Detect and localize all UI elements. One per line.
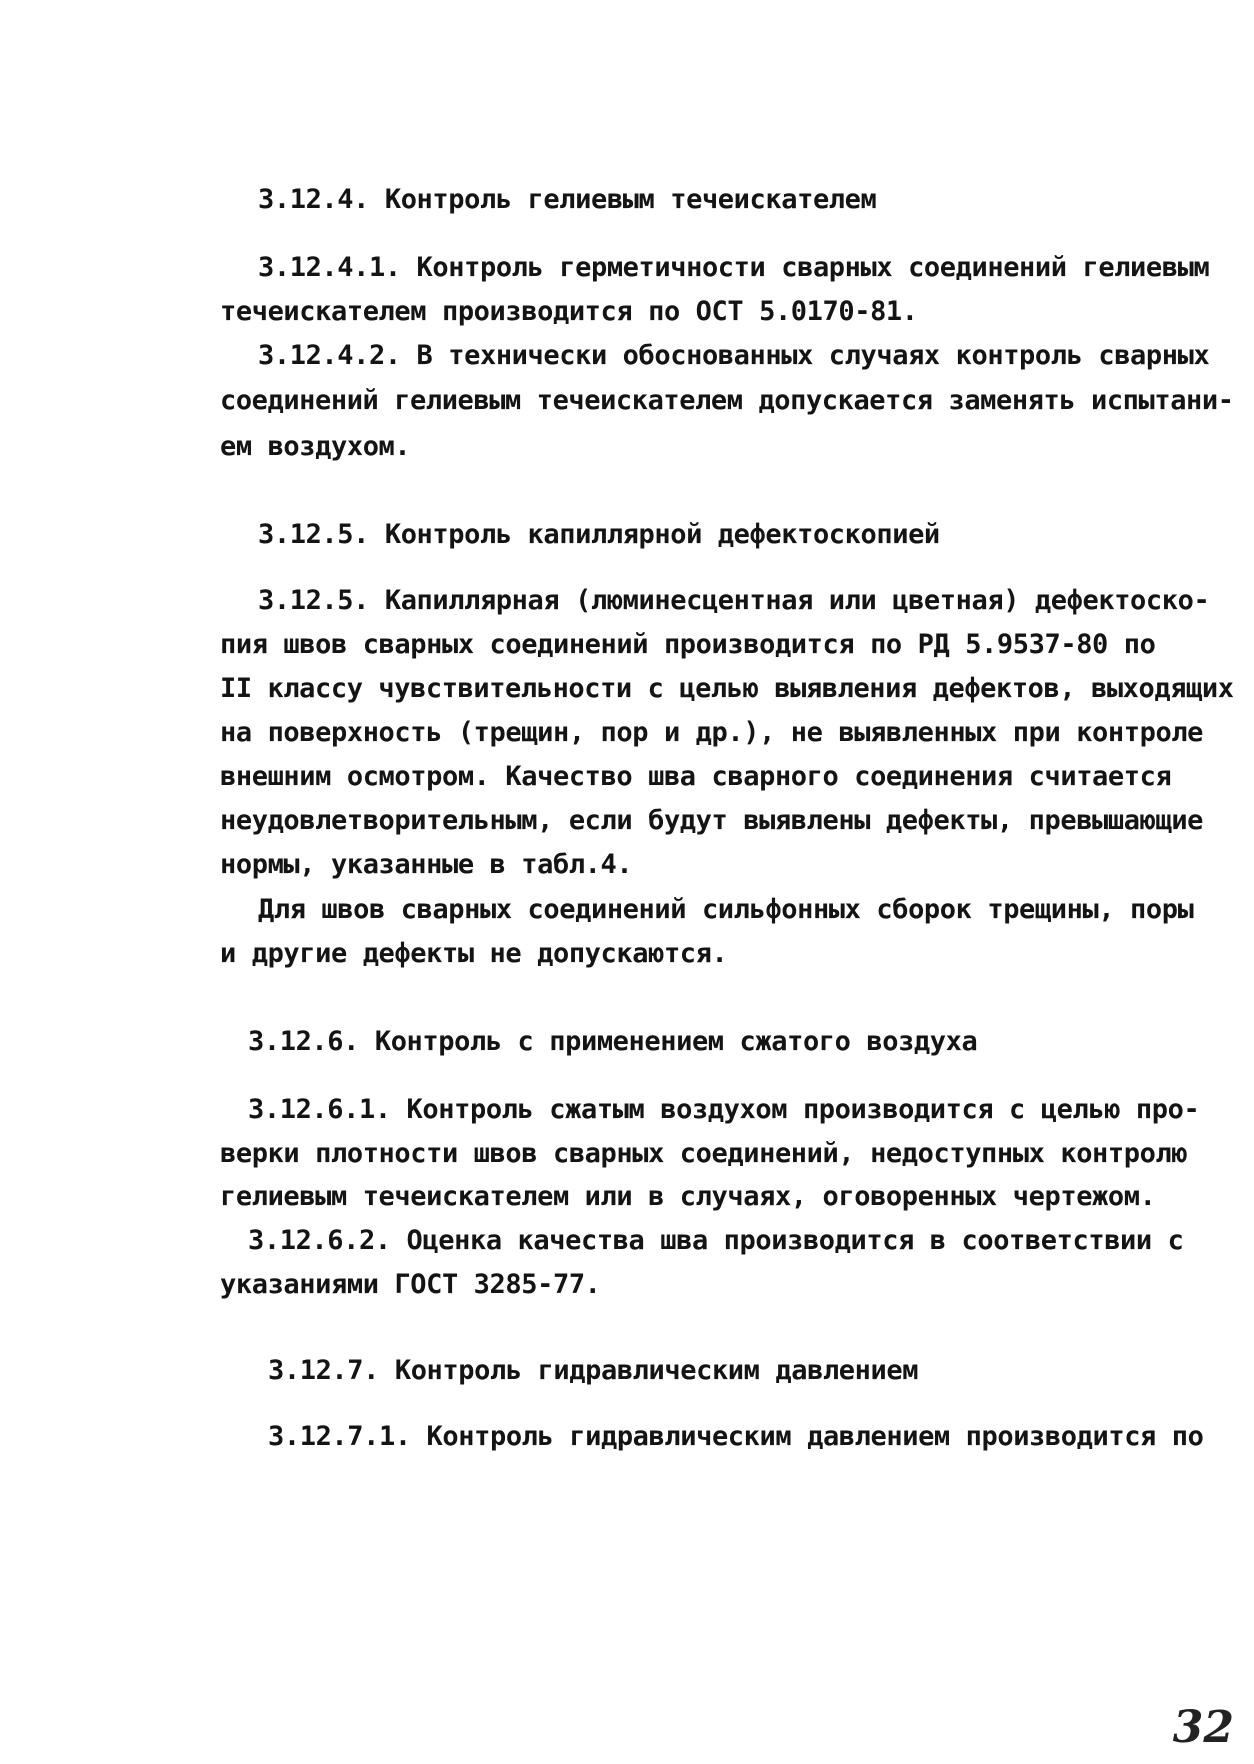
paragraph-line: 3.12.6.2. Оценка качества шва производится в соответствии с — [248, 1225, 1184, 1256]
paragraph-line: на поверхность (трещин, пор и др.), не выявленных при контроле — [220, 717, 1204, 748]
paragraph-line: гелиевым течеискателем или в случаях, оговоренных чертежом. — [220, 1181, 1156, 1212]
paragraph-line: и другие дефекты не допускаются. — [220, 938, 728, 969]
paragraph-line: верки плотности швов сварных соединений, недоступных контролю — [220, 1138, 1188, 1169]
paragraph-line: 3.12.4.2. В технически обоснованных случаях контроль сварных — [258, 340, 1210, 371]
paragraph-line: соединений гелиевым течеискателем допускается заменять испытани- — [220, 385, 1234, 416]
section-heading-3-12-5: 3.12.5. Контроль капиллярной дефектоскопией — [258, 519, 940, 550]
page-number: 32 — [1172, 1702, 1234, 1753]
paragraph-line: ем воздухом. — [220, 431, 411, 462]
paragraph-line: течеискателем производится по ОСТ 5.0170-81. — [220, 296, 918, 327]
paragraph-line: II классу чувствительности с целью выявления дефектов, выходящих — [220, 673, 1234, 704]
paragraph-line: 3.12.6.1. Контроль сжатым воздухом производится с целью про- — [248, 1094, 1200, 1125]
section-heading-3-12-7: 3.12.7. Контроль гидравлическим давлением — [268, 1355, 919, 1386]
section-heading-3-12-6: 3.12.6. Контроль с применением сжатого воздуха — [248, 1026, 978, 1057]
paragraph-line: пия швов сварных соединений производится по РД 5.9537-80 по — [220, 629, 1156, 660]
paragraph-line: указаниями ГОСТ 3285-77. — [220, 1269, 601, 1300]
section-heading-3-12-4: 3.12.4. Контроль гелиевым течеискателем — [258, 184, 877, 215]
paragraph-line: неудовлетворительным, если будут выявлены дефекты, превышающие — [220, 805, 1204, 836]
paragraph-line: 3.12.7.1. Контроль гидравлическим давлением производится по — [268, 1421, 1204, 1452]
paragraph-line: 3.12.5. Капиллярная (люминесцентная или цветная) дефектоско- — [258, 585, 1210, 616]
paragraph-line: Для швов сварных соединений сильфонных сборок трещины, поры — [258, 894, 1194, 925]
paragraph-line: внешним осмотром. Качество шва сварного соединения считается — [220, 761, 1172, 792]
paragraph-line: нормы, указанные в табл.4. — [220, 849, 633, 880]
paragraph-line: 3.12.4.1. Контроль герметичности сварных соединений гелиевым — [258, 252, 1210, 283]
